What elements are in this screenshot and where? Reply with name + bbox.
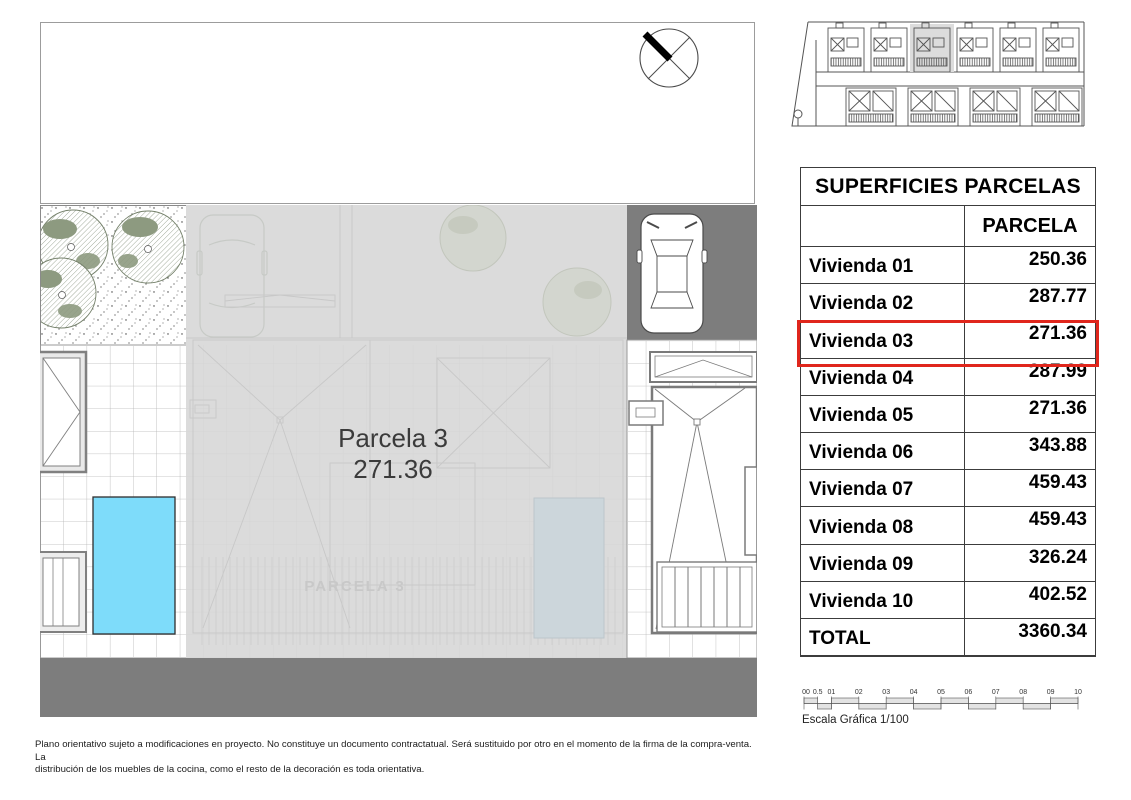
garden-area bbox=[40, 206, 187, 346]
site-plan bbox=[40, 205, 757, 717]
row-value: 326.24 bbox=[1028, 546, 1087, 568]
table-header-row bbox=[801, 206, 1095, 247]
row-value: 459.43 bbox=[1028, 509, 1087, 531]
parking-spot bbox=[627, 205, 757, 340]
row-label: Vivienda 10 bbox=[801, 582, 965, 618]
table-header-parcela: PARCELA bbox=[982, 214, 1078, 237]
table-title: SUPERFICIES PARCELAS bbox=[801, 168, 1095, 206]
row-value: 271.36 bbox=[1028, 323, 1087, 345]
scale-tick-label: 10 bbox=[1074, 689, 1082, 696]
balcony-railing bbox=[657, 562, 757, 632]
row-value: 459.43 bbox=[1028, 472, 1087, 494]
row-value: 402.52 bbox=[1028, 583, 1087, 605]
neighbor-structure-b bbox=[40, 552, 86, 632]
scale-tick-label: 0.5 bbox=[812, 689, 823, 696]
table-row bbox=[801, 545, 1095, 582]
left-patio bbox=[40, 345, 187, 658]
row-label: Vivienda 08 bbox=[801, 507, 965, 543]
table-row bbox=[801, 284, 1095, 321]
table-row-total bbox=[801, 619, 1095, 656]
scale-tick-label: 03 bbox=[882, 689, 891, 696]
table-row-highlighted bbox=[801, 321, 1095, 358]
scale-tick-label: 09 bbox=[1046, 689, 1055, 696]
row-label: Vivienda 01 bbox=[801, 247, 965, 283]
scale-tick-label: 02 bbox=[854, 689, 863, 696]
table-row bbox=[801, 507, 1095, 544]
road bbox=[40, 658, 757, 717]
row-label: Vivienda 03 bbox=[801, 321, 965, 357]
scale-tick-label: 00 bbox=[802, 689, 810, 696]
scale-tick-label: 06 bbox=[964, 689, 973, 696]
row-label: Vivienda 06 bbox=[801, 433, 965, 469]
row-value: 271.36 bbox=[1028, 397, 1087, 419]
disclaimer-text bbox=[35, 739, 763, 777]
parcel-watermark: PARCELA 3 bbox=[304, 578, 406, 595]
table-row bbox=[801, 582, 1095, 619]
row-value: 343.88 bbox=[1028, 434, 1087, 456]
table-row bbox=[801, 470, 1095, 507]
superficies-table bbox=[800, 167, 1096, 657]
scale-tick-label: 04 bbox=[909, 689, 918, 696]
scale-tick-label: 01 bbox=[827, 689, 836, 696]
faint-pool bbox=[534, 498, 604, 638]
row-label: Vivienda 04 bbox=[801, 359, 965, 395]
row-value: 287.99 bbox=[1028, 360, 1087, 382]
row-value: 287.77 bbox=[1028, 286, 1087, 308]
table-header-empty-cell bbox=[801, 206, 965, 246]
table-row bbox=[801, 247, 1095, 284]
scale-tick-label: 05 bbox=[937, 689, 945, 696]
north-compass-icon bbox=[630, 24, 708, 94]
row-value: 250.36 bbox=[1028, 249, 1087, 270]
table-row bbox=[801, 433, 1095, 470]
row-label: Vivienda 07 bbox=[801, 470, 965, 506]
neighbor-structure-a bbox=[40, 352, 86, 472]
swimming-pool bbox=[93, 497, 175, 634]
parcel-label: Parcela 3 bbox=[338, 423, 448, 453]
table-row bbox=[801, 359, 1095, 396]
table-row bbox=[801, 396, 1095, 433]
right-neighbor bbox=[627, 340, 757, 658]
parcel-3-area bbox=[186, 205, 627, 658]
row-label: Vivienda 02 bbox=[801, 284, 965, 320]
parcel-area-value: 271.36 bbox=[353, 454, 433, 484]
overview-key-plan bbox=[788, 14, 1088, 136]
row-label: Vivienda 05 bbox=[801, 396, 965, 432]
scale-tick-label: 07 bbox=[991, 689, 1000, 696]
row-value: 3360.34 bbox=[1018, 620, 1087, 642]
scale-tick-label: 08 bbox=[1019, 689, 1028, 696]
scale-caption: Escala Gráfica 1/100 bbox=[802, 714, 909, 726]
disclaimer-line-2: distribución de los muebles de la cocina, como el resto de la decoración es toda orientativa. bbox=[35, 764, 425, 775]
row-label: TOTAL bbox=[801, 619, 965, 655]
car-icon bbox=[637, 214, 707, 333]
row-label: Vivienda 09 bbox=[801, 545, 965, 581]
disclaimer-line-1: Plano orientativo sujeto a modificaciones en proyecto. No constituye un documento contractatual. Será sustituido por otro en el momento de la firma de la compra-venta. La bbox=[35, 739, 752, 763]
graphic-scale-bar bbox=[799, 686, 1089, 716]
